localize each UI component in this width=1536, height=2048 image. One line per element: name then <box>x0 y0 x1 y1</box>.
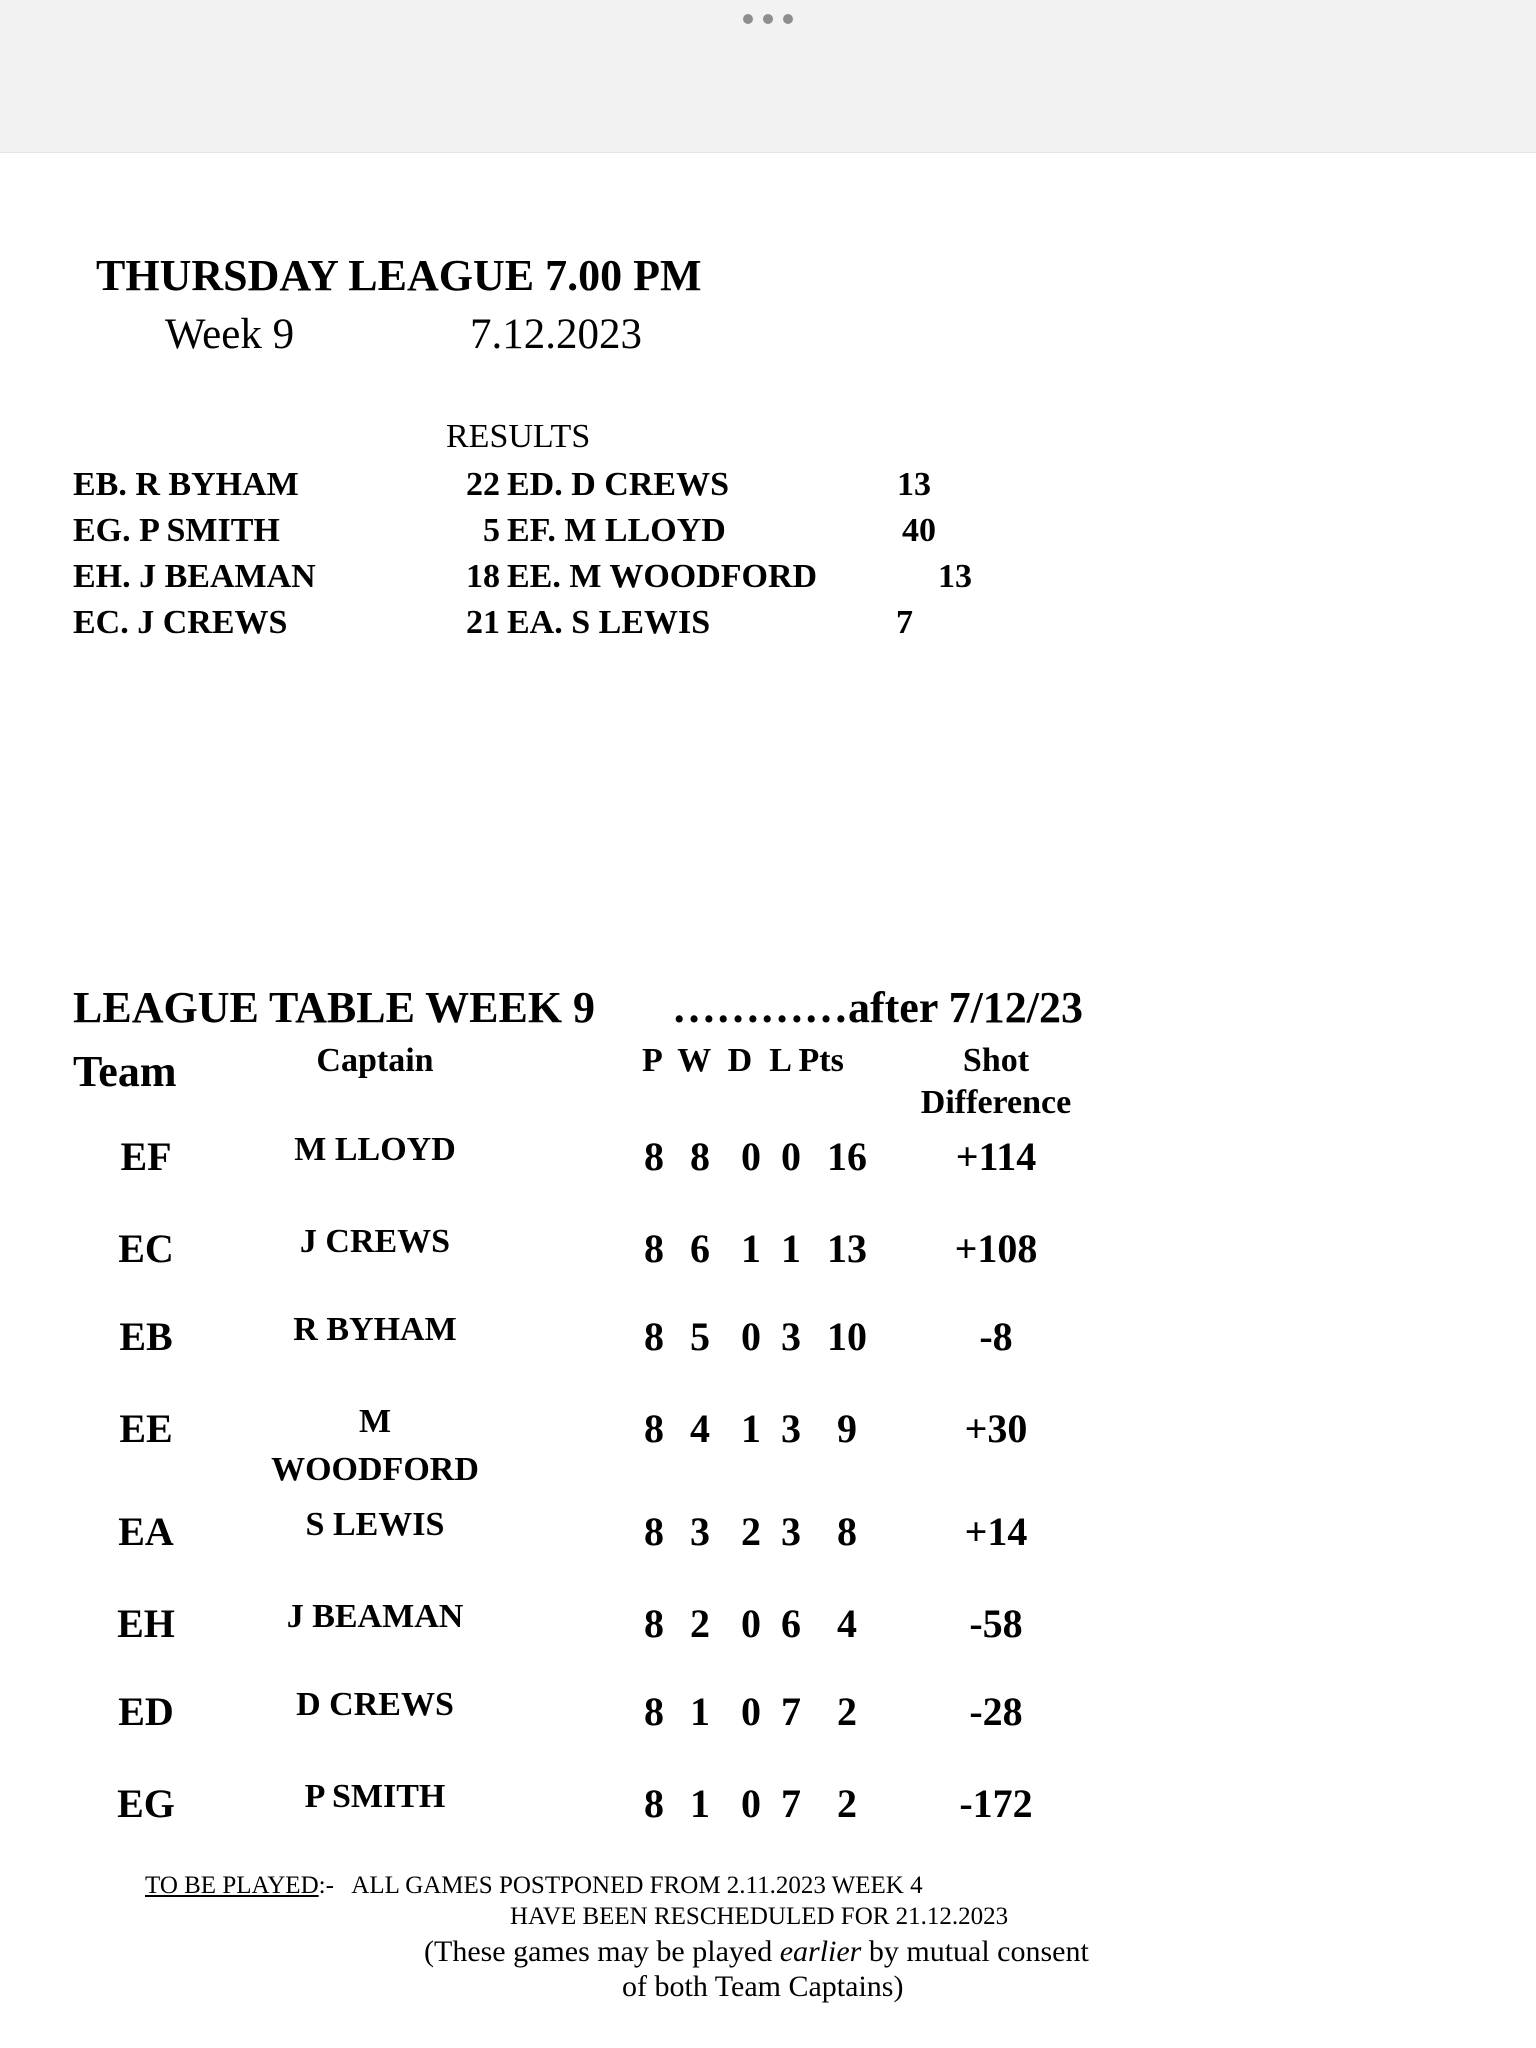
won: 1 <box>690 1781 710 1826</box>
won: 1 <box>690 1689 710 1734</box>
won: 5 <box>690 1314 710 1359</box>
home-score: 5 <box>483 512 500 549</box>
away-team: EF. M LLOYD <box>507 512 726 549</box>
points: 9 <box>837 1406 857 1451</box>
played: 8 <box>644 1601 664 1646</box>
lost: 6 <box>781 1601 801 1646</box>
captain-name-line2: WOODFORD <box>271 1451 479 1488</box>
away-score: 40 <box>902 512 936 549</box>
column-header-pwdl: P W D L Pts <box>642 1042 844 1079</box>
home-score: 18 <box>466 558 500 595</box>
played: 8 <box>644 1226 664 1271</box>
shot-difference: -8 <box>979 1314 1013 1359</box>
more-options-icon[interactable] <box>743 12 793 26</box>
lost: 1 <box>781 1226 801 1271</box>
played: 8 <box>644 1781 664 1826</box>
drawn: 1 <box>741 1226 761 1271</box>
drawn: 0 <box>741 1781 761 1826</box>
points: 4 <box>837 1601 857 1646</box>
played: 8 <box>644 1134 664 1179</box>
points: 2 <box>837 1689 857 1734</box>
shot-difference: +114 <box>955 1134 1037 1179</box>
team-code: ED <box>118 1689 174 1734</box>
away-score: 7 <box>896 604 913 641</box>
column-header-difference: Difference <box>920 1084 1072 1121</box>
shot-difference: -58 <box>969 1601 1023 1646</box>
captain-name: S LEWIS <box>305 1506 445 1543</box>
lost: 0 <box>781 1134 801 1179</box>
footer-line-2: HAVE BEEN RESCHEDULED FOR 21.12.2023 <box>510 1903 1009 1930</box>
league-table-after: …………after 7/12/23 <box>672 983 1084 1032</box>
home-team: EB. R BYHAM <box>73 466 299 503</box>
away-team: EA. S LEWIS <box>507 604 711 641</box>
home-team: EC. J CREWS <box>73 604 288 641</box>
lost: 3 <box>781 1406 801 1451</box>
captain-name: D CREWS <box>296 1686 454 1723</box>
captain-name: J CREWS <box>299 1223 451 1260</box>
home-team: EH. J BEAMAN <box>73 558 316 595</box>
away-team: EE. M WOODFORD <box>507 558 818 595</box>
played: 8 <box>644 1509 664 1554</box>
date-label: 7.12.2023 <box>470 311 642 358</box>
away-score: 13 <box>938 558 972 595</box>
drawn: 0 <box>741 1134 761 1179</box>
drawn: 2 <box>741 1509 761 1554</box>
away-team: ED. D CREWS <box>507 466 729 503</box>
drawn: 0 <box>741 1314 761 1359</box>
captain-name: M LLOYD <box>294 1131 456 1168</box>
won: 4 <box>690 1406 710 1451</box>
to-be-played-label: TO BE PLAYED <box>145 1872 319 1899</box>
captain-name: P SMITH <box>304 1778 446 1815</box>
points: 2 <box>837 1781 857 1826</box>
column-header-shot: Shot <box>962 1042 1030 1079</box>
won: 2 <box>690 1601 710 1646</box>
team-code: EE <box>119 1406 173 1451</box>
lost: 7 <box>781 1781 801 1826</box>
footer-line-1: TO BE PLAYED:- ALL GAMES POSTPONED FROM 2.11.2023 WEEK 4 <box>145 1872 923 1899</box>
team-code: EB <box>119 1314 173 1359</box>
won: 8 <box>690 1134 710 1179</box>
drawn: 1 <box>741 1406 761 1451</box>
footer-line-4: of both Team Captains) <box>622 1970 904 2003</box>
drawn: 0 <box>741 1601 761 1646</box>
page-title: THURSDAY LEAGUE 7.00 PM <box>96 251 702 300</box>
home-score: 22 <box>466 466 500 503</box>
won: 6 <box>690 1226 710 1271</box>
team-code: EF <box>120 1134 172 1179</box>
lost: 7 <box>781 1689 801 1734</box>
lost: 3 <box>781 1314 801 1359</box>
team-code: EC <box>118 1226 174 1271</box>
shot-difference: +108 <box>954 1226 1038 1271</box>
played: 8 <box>644 1314 664 1359</box>
lost: 3 <box>781 1509 801 1554</box>
league-table-title: LEAGUE TABLE WEEK 9 <box>73 983 596 1032</box>
played: 8 <box>644 1406 664 1451</box>
shot-difference: -28 <box>969 1689 1023 1734</box>
week-label: Week 9 <box>165 311 295 358</box>
captain-name: J BEAMAN <box>286 1598 464 1635</box>
column-header-captain: Captain <box>316 1042 434 1079</box>
results-heading: RESULTS <box>446 418 591 455</box>
team-code: EH <box>117 1601 175 1646</box>
column-header-team: Team <box>73 1047 177 1096</box>
home-score: 21 <box>466 604 500 641</box>
points: 13 <box>827 1226 867 1271</box>
shot-difference: +30 <box>964 1406 1028 1451</box>
points: 8 <box>837 1509 857 1554</box>
drawn: 0 <box>741 1689 761 1734</box>
points: 10 <box>827 1314 867 1359</box>
captain-name: M <box>358 1403 392 1440</box>
played: 8 <box>644 1689 664 1734</box>
footer-line-3: (These games may be played earlier by mutual consent <box>424 1935 1089 1968</box>
away-score: 13 <box>897 466 931 503</box>
viewer-toolbar <box>0 0 1536 153</box>
home-team: EG. P SMITH <box>73 512 280 549</box>
team-code: EA <box>118 1509 174 1554</box>
shot-difference: +14 <box>964 1509 1028 1554</box>
shot-difference: -172 <box>959 1781 1033 1826</box>
captain-name: R BYHAM <box>293 1311 457 1348</box>
team-code: EG <box>117 1781 175 1826</box>
won: 3 <box>690 1509 710 1554</box>
points: 16 <box>827 1134 867 1179</box>
